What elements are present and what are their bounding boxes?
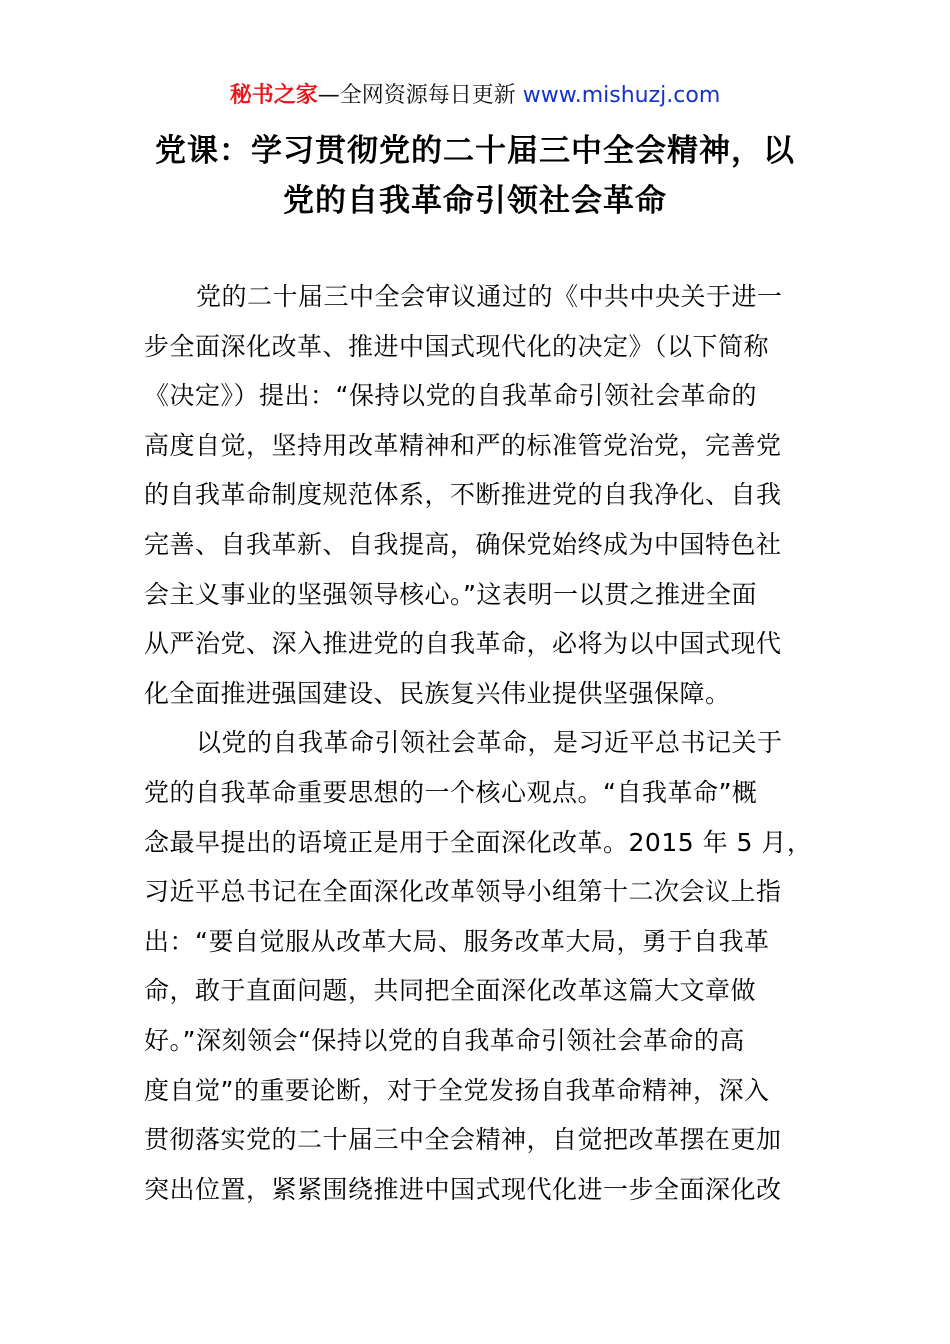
paragraph-line: 高度自觉，坚持用改革精神和严的标准管党治党，完善党 bbox=[144, 430, 782, 460]
site-header bbox=[0, 80, 950, 112]
paragraph-line: 好。”深刻领会“保持以党的自我革命引领社会革命的高 bbox=[144, 1025, 745, 1055]
paragraph-line: 习近平总书记在全面深化改革领导小组第十二次会议上指 bbox=[144, 877, 782, 907]
paragraph-line: 命，敢于直面问题，共同把全面深化改革这篇大文章做 bbox=[144, 976, 757, 1006]
paragraph-line: 念最早提出的语境正是用于全面深化改革。2015 年 5 月， bbox=[144, 827, 813, 857]
header-tagline: —全网资源每日更新 bbox=[317, 83, 523, 108]
paragraph-line: 突出位置，紧紧围绕推进中国式现代化进一步全面深化改 bbox=[144, 1174, 782, 1204]
paragraph-line: 贯彻落实党的二十届三中全会精神，自觉把改革摆在更加 bbox=[144, 1125, 782, 1155]
paragraph-line: 度自觉”的重要论断，对于全党发扬自我革命精神，深入 bbox=[144, 1075, 770, 1105]
paragraph-line: 以党的自我革命引领社会革命，是习近平总书记关于 bbox=[196, 728, 783, 758]
paragraph-line: 出：“要自觉服从改革大局、服务改革大局，勇于自我革 bbox=[144, 926, 770, 956]
document-body bbox=[144, 272, 813, 1214]
paragraph-line: 完善、自我革新、自我提高，确保党始终成为中国特色社 bbox=[144, 529, 782, 559]
paragraph-line: 会主义事业的坚强领导核心。”这表明一以贯之推进全面 bbox=[144, 579, 757, 609]
paragraph-2 bbox=[144, 718, 813, 1214]
paragraph-line: 化全面推进强国建设、民族复兴伟业提供坚强保障。 bbox=[144, 678, 731, 708]
paragraph-line: 党的二十届三中全会审议通过的《中共中央关于进一 bbox=[196, 282, 783, 311]
title-line-1: 党课：学习贯彻党的二十届三中全会精神，以 bbox=[155, 133, 795, 169]
title-line-2: 党的自我革命引领社会革命 bbox=[283, 183, 667, 219]
document-title bbox=[120, 126, 830, 226]
paragraph-line: 步全面深化改革、推进中国式现代化的决定》（以下简称 bbox=[144, 331, 770, 361]
paragraph-1 bbox=[144, 272, 808, 718]
site-url-link[interactable]: www.mishuzj.com bbox=[522, 83, 721, 108]
paragraph-line: 的自我革命制度规范体系，不断推进党的自我净化、自我 bbox=[144, 480, 782, 510]
paragraph-line: 从严治党、深入推进党的自我革命，必将为以中国式现代 bbox=[144, 629, 782, 659]
brand-name: 秘书之家 bbox=[229, 83, 318, 108]
paragraph-line: 《决定》）提出：“保持以党的自我革命引领社会革命的 bbox=[144, 381, 757, 411]
paragraph-line: 党的自我革命重要思想的一个核心观点。“自我革命”概 bbox=[144, 777, 758, 807]
